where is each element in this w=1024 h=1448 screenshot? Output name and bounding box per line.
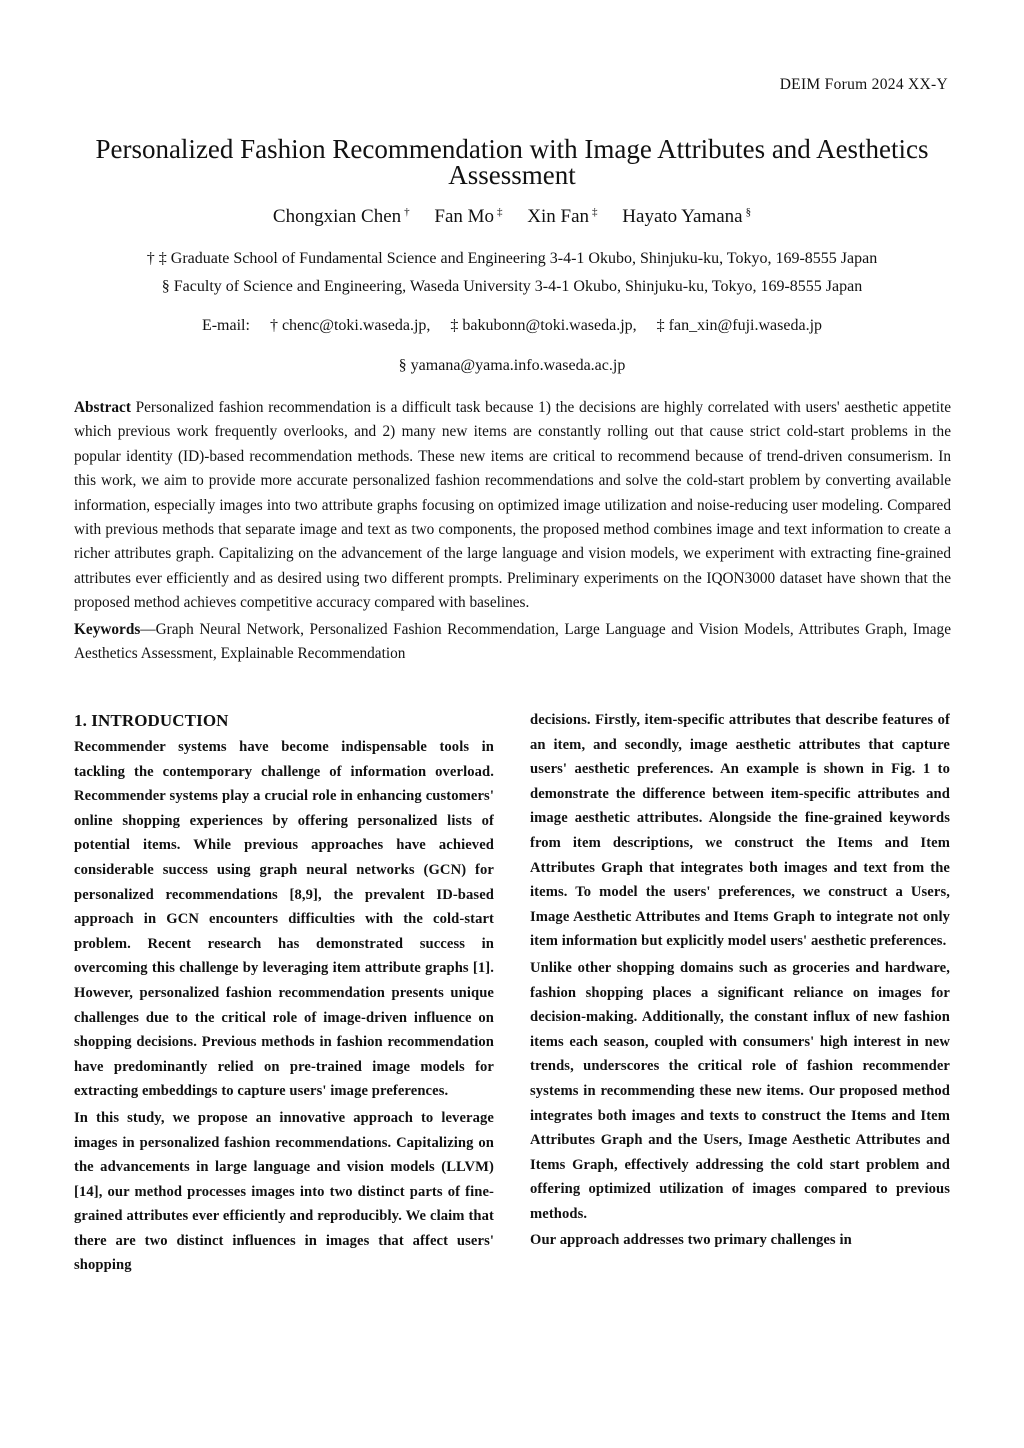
abstract-paragraph <box>74 396 951 616</box>
author-1: Chongxian Chen † <box>272 206 410 227</box>
affiliation-2: § Faculty of Science and Engineering, Waseda University 3-4-1 Okubo, Shinjuku-ku, Tokyo, 169-8555 Japan <box>161 278 863 295</box>
keywords-text: —Graph Neural Network, Personalized Fashion Recommendation, Large Language and Vision Models, Attributes Graph, Image Aesthetics Assessment, Explainable Recommendation <box>74 620 951 663</box>
author-3: Xin Fan ‡ <box>527 206 598 227</box>
left-column <box>74 710 494 1280</box>
section-heading: 1. INTRODUCTION <box>74 711 229 730</box>
affiliation-1: † ‡ Graduate School of Fundamental Science and Engineering 3-4-1 Okubo, Shinjuku-ku, Tokyo, 169-8555 Japan <box>146 250 878 267</box>
email-line <box>0 317 1024 335</box>
email-label: E-mail: <box>201 317 250 334</box>
author-2: Fan Mo ‡ <box>434 206 503 227</box>
author-4: Hayato Yamana § <box>622 206 752 227</box>
email-2[interactable]: ‡ bakubonn@toki.waseda.jp, <box>450 317 637 334</box>
abstract-label: Abstract <box>74 399 131 416</box>
author-list <box>0 206 1024 228</box>
forum-header: DEIM Forum 2024 XX-Y <box>779 76 948 93</box>
email-3[interactable]: ‡ fan_xin@fuji.waseda.jp <box>656 317 823 334</box>
intro-paragraph-1: Recommender systems have become indispensable tools in tackling the contemporary challenge of information overload. Recommender systems play a crucial role in enhancing customers' online shopping experiences by offering personalized lists of potential items. While previous approaches have achieved considerable success using graph neural networks (GCN) for personalized recommendations [8,9], the prevalent ID-based approach in GCN encounters difficulties with the cold-start problem. Recent research has demonstrated success in overcoming this challenge by leveraging item attribute graphs [1]. However, personalized fashion recommendation presents unique challenges due to the critical role of image-driven influence on shopping decisions. Previous methods in fashion recommendation have predominantly relied on pre-trained image models for extracting embeddings to capture users' image preferences. <box>74 739 494 1100</box>
keywords-label: Keywords <box>74 620 141 638</box>
intro-paragraph-5: Our approach addresses two primary challenges in <box>530 1232 852 1249</box>
keywords-paragraph <box>74 618 951 667</box>
paper-title: Personalized Fashion Recommendation with Image Attributes and Aesthetics Assessment <box>95 134 929 190</box>
email-4[interactable]: § yamana@yama.info.waseda.ac.jp <box>398 357 626 374</box>
email-1[interactable]: † chenc@toki.waseda.jp, <box>269 317 431 334</box>
intro-paragraph-3: decisions. Firstly, item-specific attributes that describe features of an item, and secondly, image aesthetic attributes that capture users' aesthetic preferences. An example is shown in Fig. 1 to demonstrate the difference between item-specific attributes and image aesthetic attributes. Alongside the fine-grained keywords from item descriptions, we construct the Items and Item Attributes Graph that integrates both images and text from the items. To model the users' preferences, we construct a Users, Image Aesthetic Attributes and Items Graph to integrate not only item information but explicitly model users' aesthetic preferences. <box>530 712 950 950</box>
intro-paragraph-4: Unlike other shopping domains such as groceries and hardware, fashion shopping places a significant reliance on images for decision-making. Additionally, the constant influx of new fashion items each season, coupled with consumers' high interest in new trends, underscores the critical role of fashion recommender systems in recommending these new items. Our proposed method integrates both images and texts to construct the Items and Item Attributes Graph and the Users, Image Aesthetic Attributes and Items Graph, effectively addressing the cold start problem and offering optimized utilization of images compared to previous methods. <box>530 959 950 1222</box>
intro-paragraph-2: In this study, we propose an innovative approach to leverage images in personalized fashion recommendations. Capitalizing on the advancements in large language and vision models (LLVM) [14], our method processes images into two distinct parts of fine-grained attributes ever efficiently and reproducibly. We claim that there are two distinct influences in images that affect users' shopping <box>74 1109 494 1274</box>
abstract-text: Personalized fashion recommendation is a difficult task because 1) the decisions are highly correlated with users' aesthetic appetite which previous work frequently overlooks, and 2) many new items are constantly rolling out that cause strict cold-start problems in the popular identity (ID)-based recommendation methods. These new items are critical to recommend because of trend-driven consumerism. In this work, we aim to provide more accurate personalized fashion recommendations and solve the cold-start problem by converting available information, especially images into two attribute graphs focusing on optimized image utilization and noise-reducing user modeling. Compared with previous methods that separate image and text as two components, the proposed method combines image and text information to create a richer attributes graph. Capitalizing on the advancement of the large language and vision models, we experiment with extracting fine-grained attributes ever efficiently and as desired using two different prompts. Preliminary experiments on the IQON3000 dataset have shown that the proposed method achieves competitive accuracy compared with baselines. <box>74 399 951 612</box>
abstract <box>74 396 951 666</box>
right-column <box>530 708 950 1255</box>
